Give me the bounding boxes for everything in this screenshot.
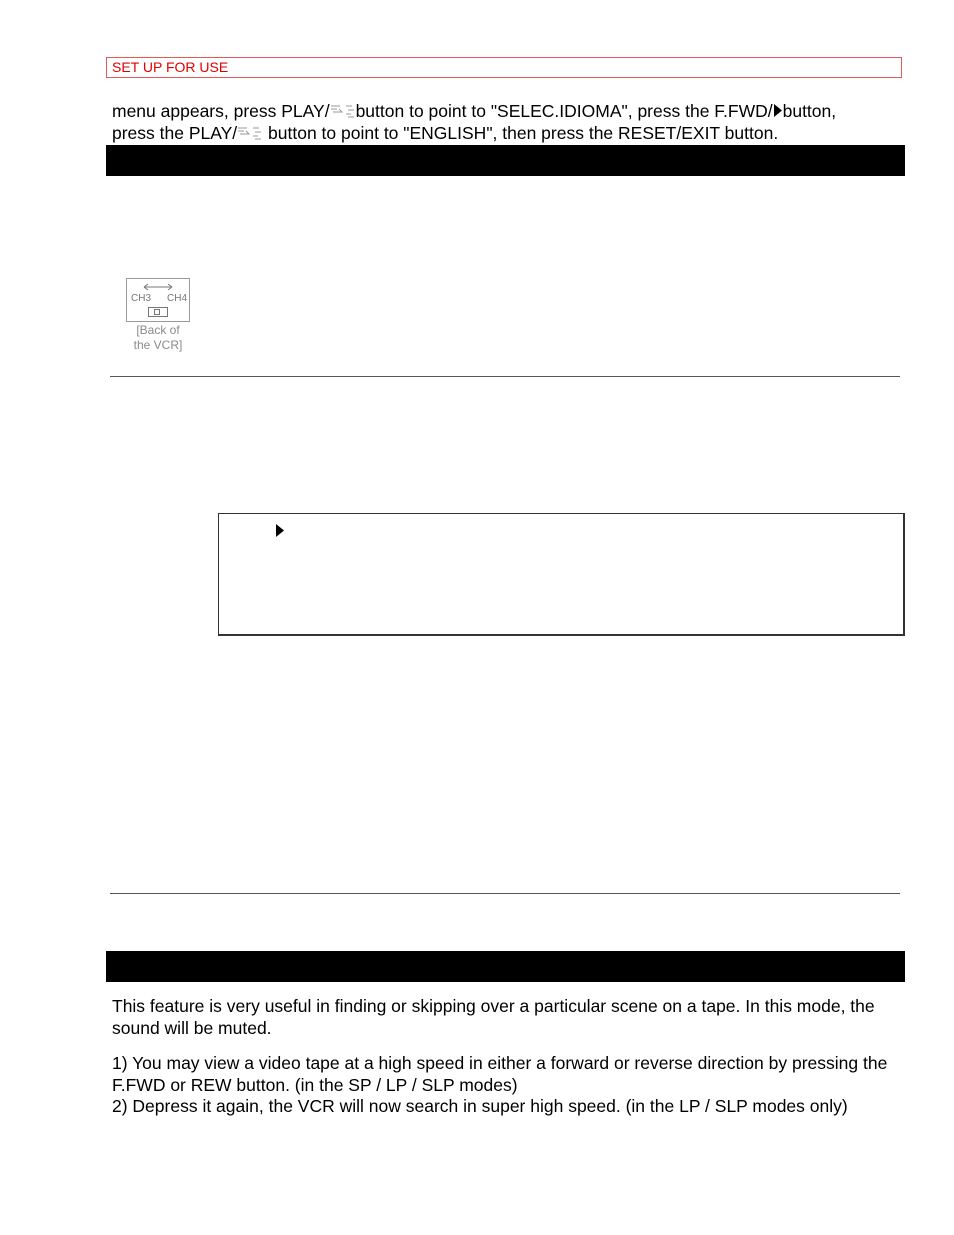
instruction-text: button, — [782, 101, 837, 121]
play-slow-icon — [330, 103, 356, 119]
instruction-line-2 — [112, 123, 902, 145]
instruction-line-1 — [112, 101, 902, 123]
diagram-caption — [120, 323, 196, 353]
play-slow-icon — [237, 125, 263, 141]
switch-slot — [148, 307, 168, 317]
section-title-bar — [106, 951, 905, 982]
instruction-text: press the PLAY/ — [112, 122, 238, 143]
channel-switch-diagram — [126, 278, 190, 322]
triangle-right-icon — [275, 523, 285, 538]
caption-line: [Back of — [136, 323, 180, 337]
double-arrow-icon — [141, 282, 175, 292]
section-header: SET UP FOR USE — [106, 57, 902, 78]
switch-knob — [154, 309, 160, 315]
instruction-text: button to point to "ENGLISH", then press the RESET/EXIT button. — [263, 122, 779, 143]
instruction-text: button to point to "SELEC.IDIOMA", press the F.FWD/ — [355, 101, 773, 121]
note-box — [218, 513, 905, 636]
search-step-2: 2) Depress it again, the VCR will now search in super high speed. (in the LP / SLP modes only) — [112, 1096, 848, 1116]
search-intro: This feature is very useful in finding or skipping over a particular scene on a tape. In this mode, the sound will be muted. — [112, 996, 875, 1038]
divider — [110, 376, 900, 377]
divider — [110, 893, 900, 894]
instruction-text: menu appears, press PLAY/ — [112, 101, 330, 121]
language-instruction — [112, 101, 902, 144]
ch3-label: CH3 — [131, 293, 152, 304]
search-step-1: 1) You may view a video tape at a high speed in either a forward or reverse direction by pressing the F.FWD or REW button. (in the SP / LP / SLP modes) — [112, 1053, 888, 1095]
triangle-right-icon — [773, 102, 783, 117]
ch4-label: CH4 — [167, 293, 188, 304]
section-title-bar — [106, 145, 905, 176]
caption-line: the VCR] — [133, 338, 183, 352]
